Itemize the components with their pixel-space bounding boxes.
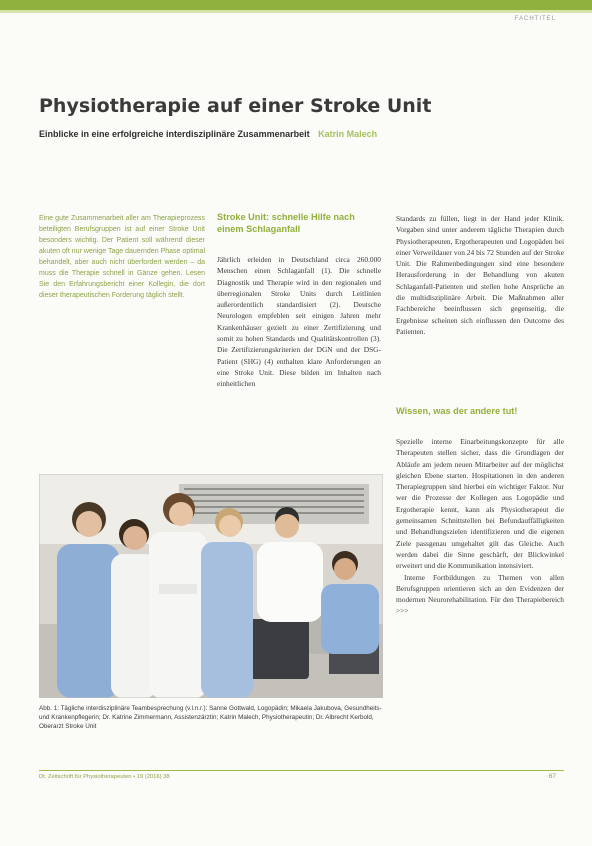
section-paragraph-column-3: Standards zu füllen, liegt in der Hand jeder Klinik. Vorgaben sind unter anderem tägliche Therapien durch Physiotherapeuten, Ergotherapeuten und Logopäden bei einer Verweildauer von 24 bis 72 Stunden auf der Stroke Unit. Die Rahmenbedingungen sind eine besondere Herausforderung in der Behandlung von akuten Schlaganfall-Patienten und stellen hohe Ansprüche an die multidisziplinäre Arbeit. Die Maßnahmen aller Fachbereiche beeinflussen sich gegenseitig, die Ergebnisse scheinen sich einflussen den Outcome des Patienten. bbox=[396, 214, 564, 336]
subtitle-text: Einblicke in eine erfolgreiche interdisziplinäre Zusammenarbeit bbox=[39, 129, 310, 139]
top-accent-bar bbox=[0, 0, 592, 10]
article-title: Physiotherapie auf einer Stroke Unit bbox=[39, 95, 432, 117]
team-photo-illustration bbox=[39, 474, 383, 698]
intro-text: Eine gute Zusammenarbeit aller am Therapieprozess beteiligten Berufsgruppen ist auf einer Stroke Unit besonders wichtig. Der Patient soll während dieser akuten oft nur wenige Tage dauernden Phase optimal behandelt, aber auch nicht überfordert werden – da muss die Therapie schnell in Gänze gehen. Lesen Sie den Erfahrungsbericht einer Kollegin, die dort dieser therapeutischen Forderung täglich stellt. bbox=[39, 215, 205, 299]
photo-caption: Abb. 1: Tägliche interdisziplinäre Teambesprechung (v.l.n.r.): Sanne Gottwald, Logopädin; Mikaela Jakubova, Gesundheits- und Krankenpflegerin; Dr. Katrine Zimmermann, Assistenzärztin; Katrin Malech, Physiotherapeutin; Dr. Albrecht Kerbold, Oberarzt Stroke Unit bbox=[39, 705, 382, 730]
team-photo bbox=[39, 474, 383, 698]
author-name: Katrin Malech bbox=[318, 129, 378, 139]
section-2-paragraph: Spezielle interne Einarbeitungskonzepte für alle Therapeuten stellen sicher, dass die Grundlagen der Abläufe am jedem neuen Mitarbeiter auf der möglichst gleichen Ebene starten. Hospitationen in den anderen Therapiegruppen sind hierbei ein wichtiger Faktor. Nur wer die Prozesse der Kollegen aus Logopädie und Ergotherapie kennt, kann als Physiotherapeut die gemeinsamen Schnittstellen bei Befundauffälligkeiten und Behandlungszielen identifizieren und die eigenen Ziele passgenau umgehaltet gilt das Gleiche. Auch werden dabei die Sinne geschärft, der Blickwinkel erweitert und die Kommunikation intensiviert. bbox=[396, 437, 564, 571]
section-2-body bbox=[396, 436, 564, 617]
page-number: 67 bbox=[548, 773, 556, 780]
section-2-paragraph: Interne Fortbildungen zu Themen von allen Berufsgruppen orientieren sich an den Evidenzen der modernen Neurorehabilitation. Für den Therapiebereich >>> bbox=[396, 572, 564, 616]
footer-rule bbox=[39, 770, 564, 771]
footer-publication: Dt. Zeitschrift für Physiotherapeuten • 19 (2016) 38 bbox=[39, 774, 170, 780]
section-heading-stroke-unit: Stroke Unit: schnelle Hilfe nach einem Schlaganfall bbox=[217, 212, 355, 234]
section-paragraph-column-2: Jährlich erleiden in Deutschland circa 260.000 Menschen einen Schlaganfall (1). Die schnelle Diagnostik und Therapie wird in den regionalen und überregionalen Stroke Units durch Leitlinien außerordentlich standardisiert (2). Deutsche Neurologen empfehlen seit einigen Jahren mehr Krankenhäuser gezielt zu einer Zertifizierung und somit zu hohen Standards und Qualitätskontrollen (3). Die Zertifizierungskriterien der DGN und der DSG-Patient (SHG) (4) enthalten klare Anforderungen an eine Stroke Unit. Diese bilden im Inhalten nach einheitlichen bbox=[217, 255, 381, 389]
section-label: FACHTITEL bbox=[514, 16, 556, 22]
top-accent-line bbox=[0, 10, 592, 13]
article-subtitle bbox=[39, 129, 377, 139]
section-heading-wissen: Wissen, was der andere tut! bbox=[396, 406, 518, 416]
